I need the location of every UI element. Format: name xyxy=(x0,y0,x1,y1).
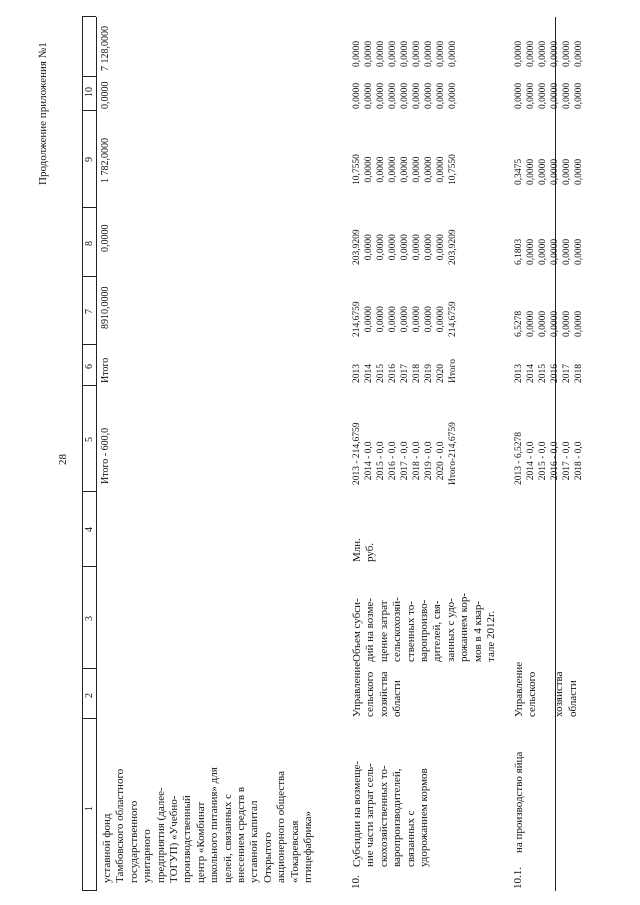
col-divider-3 xyxy=(82,566,96,567)
row-10-1-col10: 0,0000 0,0000 0,0000 0,0000 0,0000 0,0000 xyxy=(514,40,584,67)
row-cont-itogo: Итого xyxy=(100,357,111,383)
col-header-2: 2 xyxy=(84,693,95,698)
col-divider-6 xyxy=(82,344,96,345)
col-divider-9 xyxy=(82,110,96,111)
row-10-years: 2013 2014 2015 2016 2017 2018 2019 2020 Итого xyxy=(352,358,458,383)
row-10-col5: 2013 - 214,6759 2014 - 0,0 2015 - 0,0 2016 - 0,0 2017 - 0,0 2018 - 0,0 2019 - 0,0 2020 - 0,0 Итого-214,6759 xyxy=(352,422,458,485)
row-cont-col8: 1 782,0000 xyxy=(100,138,111,183)
row-10-1-executor: Управление сельского хозяйства области xyxy=(513,661,579,717)
row-10-1-col8: 0,3475 0,0000 0,0000 0,0000 0,0000 0,0000 xyxy=(514,158,584,185)
col-header-8: 8 xyxy=(84,241,95,246)
row-10-1-col9: 0,0000 0,0000 0,0000 0,0000 0,0000 0,0000 xyxy=(514,82,584,109)
row-cont-col7: 0,0000 xyxy=(100,224,111,252)
col-header-4: 4 xyxy=(84,527,95,532)
col-header-10: 10 xyxy=(84,87,95,97)
col-divider-4 xyxy=(82,491,96,492)
col-divider-2 xyxy=(82,668,96,669)
col-divider-8 xyxy=(82,207,96,208)
row-cont-col6: 8910,0000 xyxy=(100,286,111,329)
row-10-description: Субсидии на возмеще- ние части затрат сель- скохозяйственных то- варопроизводителей, связанных с удорожанием кормов xyxy=(351,760,431,867)
row-cont-funding: Итого - 600,0 xyxy=(100,427,111,484)
row-10-col7: 203,9209 0,0000 0,0000 0,0000 0,0000 0,0000 0,0000 0,0000 203,9209 xyxy=(352,229,458,265)
row-10-1-years: 2013 2014 2015 2016 2017 2018 xyxy=(514,364,584,383)
col-divider-1 xyxy=(82,718,96,719)
row-cont-col9: 0,0000 xyxy=(100,81,111,109)
row-cont-description: уставной фонд Тамбовского областного государственного унитарного предприятия (далее- ТОГУП) «Учебно- производственный центр «Комбинат школьного питания» для целей, связанных с внесением средств в уставной капитал Открытого акционерного общества «Токаревская птицефабрика» xyxy=(101,767,315,883)
row-10-col6: 214,6759 0,0000 0,0000 0,0000 0,0000 0,0000 0,0000 0,0000 214,6759 xyxy=(352,301,458,337)
row-10-unit: Млн. руб. xyxy=(351,538,377,562)
row-10-1-col6: 6,5278 0,0000 0,0000 0,0000 0,0000 0,0000 xyxy=(514,310,584,337)
col-header-5: 5 xyxy=(84,437,95,442)
row-10-executor: Управление сельского хозяйства области xyxy=(351,661,404,717)
page-number: 28 xyxy=(57,454,69,465)
table-left-border xyxy=(82,890,96,891)
row-10-1-number: 10.1. xyxy=(512,867,524,889)
col-header-9: 9 xyxy=(84,157,95,162)
col-divider-5 xyxy=(82,385,96,386)
col-header-3: 3 xyxy=(84,616,95,621)
row-10-1-col7: 6,1803 0,0000 0,0000 0,0000 0,0000 0,0000 xyxy=(514,238,584,265)
col-divider-7 xyxy=(82,276,96,277)
row-10-number: 10. xyxy=(350,875,362,889)
row-10-col10: 0,0000 0,0000 0,0000 0,0000 0,0000 0,0000 0,0000 0,0000 0,0000 xyxy=(352,40,458,67)
row-10-col8: 10,7550 0,0000 0,0000 0,0000 0,0000 0,0000 0,0000 0,0000 10,7550 xyxy=(352,154,458,185)
table-header-border xyxy=(96,17,97,891)
col-divider-10 xyxy=(82,76,96,77)
table-right-border xyxy=(82,16,96,17)
col-header-7: 7 xyxy=(84,309,95,314)
table-top-border xyxy=(82,17,83,891)
row-10-1-description: на производство яйца xyxy=(513,751,525,853)
row-10-1-col5: 2013 - 6,5278 2014 - 0,0 2015 - 0,0 2016 - 0,0 2017 - 0,0 2018 - 0,0 xyxy=(514,431,584,485)
row-cont-col10: 7 128,0000 xyxy=(100,26,111,71)
row-10-indicator: Объем субси- дий на возме- щение затрат сельскохозяй- ственных то- варопроизво- дителей, свя- занных с удо- рожанием кор- мов в 4 квар- тале 2012г. xyxy=(351,592,498,662)
col-header-1: 1 xyxy=(84,806,95,811)
page-caption: Продолжение приложения №1 xyxy=(37,42,49,185)
row-10-col9: 0,0000 0,0000 0,0000 0,0000 0,0000 0,0000 0,0000 0,0000 0,0000 xyxy=(352,82,458,109)
col-header-6: 6 xyxy=(84,364,95,369)
